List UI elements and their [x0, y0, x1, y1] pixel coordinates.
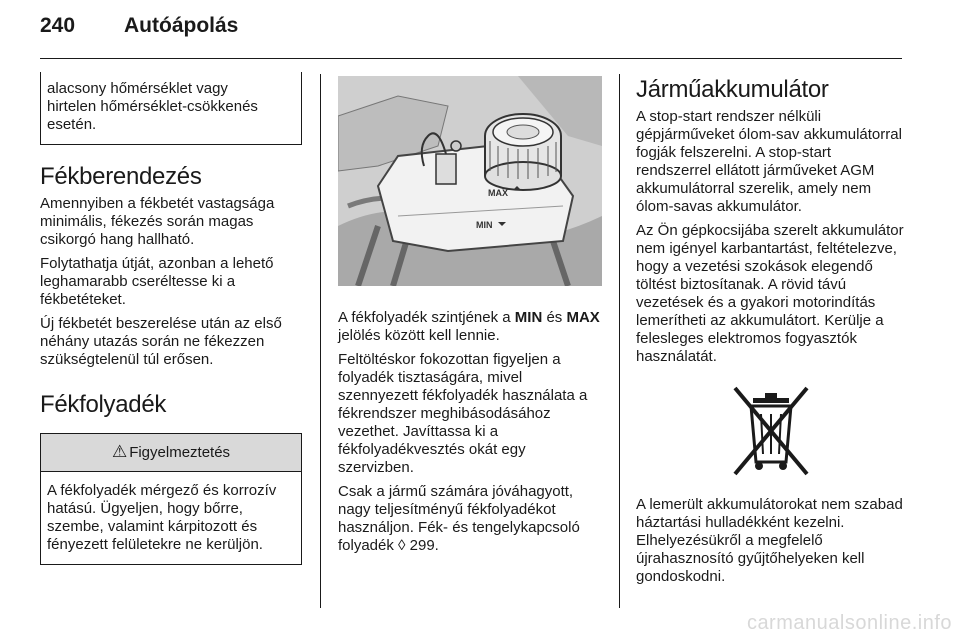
- warning-box: [40, 433, 302, 565]
- battery-heading: Járműakkumulátor: [636, 76, 829, 103]
- approved-fluid-paragraph: Csak a jármű számára jóváhagyott, nagy teljesítményű fékfolyadékot használjon. Fék- és tengelykapcsoló folyadék ◊ 299.: [338, 483, 580, 554]
- disposal-paragraph: A lemerült akkumulátorokat nem szabad háztartási hulladékként kezelni. Elhelyezésükről a megfelelő újrahasznosító gyűjtőhelyeken kell gondoskodni.: [636, 496, 903, 585]
- battery-paragraph: A stop-start rendszer nélküli gépjárműveket ólom-sav akkumulátorral fogják felszerelni. A stop-start rendszerrel ellátott járműveket AGM akkumulátorral szerelik, amely nem ólom-savas akkumulátor.: [636, 108, 902, 215]
- chapter-title: Autóápolás: [124, 14, 239, 37]
- max-mark-label: MAX: [488, 188, 508, 198]
- note-line: alacsony hőmérséklet vagy: [47, 80, 228, 97]
- warning-header: [41, 434, 301, 472]
- note-line: hirtelen hőmérséklet-csökkenés: [47, 98, 258, 115]
- brake-fluid-heading: Fékfolyadék: [40, 391, 167, 418]
- column-divider-1: [320, 74, 321, 608]
- battery-paragraph: Az Ön gépkocsijába szerelt akkumulátor nem igényel karbantartást, feltételezve, hogy a vezetési szokások elegendő töltést biztosítanak. A rövid távú vezetések és a gyakori motorindítás lemerítheti az akkumulátort. Kerülje a felesleges elektromos fogyasztók használatát.: [636, 222, 904, 365]
- brake-fluid-reservoir-illustration: [338, 76, 602, 286]
- crossed-out-wheelie-bin-icon: [721, 380, 821, 480]
- page-number: 240: [40, 14, 76, 37]
- column-right: [636, 72, 906, 592]
- warning-title: Figyelmeztetés: [129, 444, 231, 461]
- min-mark-label: MIN: [476, 220, 493, 230]
- brakes-paragraph: Amennyiben a fékbetét vastagsága minimális, fékezés során magas csikorgó hang hallható.: [40, 195, 275, 248]
- recycling-symbol-wrap: [636, 380, 906, 480]
- brakes-paragraph: Új fékbetét beszerelése után az első néhány utazás során ne fékezzen szükségtelenül túl erősen.: [40, 315, 282, 368]
- brakes-paragraph: Folytathatja útját, azonban a lehető leghamarabb cseréltesse ki a fékbetéteket.: [40, 255, 274, 308]
- brakes-heading: Fékberendezés: [40, 163, 202, 190]
- warning-triangle-icon: ⚠: [111, 442, 128, 461]
- column-divider-2: [619, 74, 620, 608]
- continued-note-box: [40, 72, 302, 145]
- header-rule: [40, 58, 902, 59]
- watermark-text: carmanualsonline.info: [746, 612, 952, 634]
- page-reference-icon: ◊: [398, 537, 406, 554]
- level-paragraph: A fékfolyadék szintjének a MIN és MAX jelölés között kell lennie.: [338, 309, 600, 344]
- column-middle: [338, 72, 602, 561]
- column-left: [40, 72, 302, 565]
- page-header: [40, 14, 238, 44]
- note-line: esetén.: [47, 116, 97, 133]
- warning-text: A fékfolyadék mérgező és korrozív hatású. Ügyeljen, hogy bőrre, szembe, valamint kárpitozott és fényezett felületekre ne kerüljön.: [47, 482, 277, 553]
- refill-paragraph: Feltöltéskor fokozottan figyeljen a folyadék tisztaságára, mivel szennyezett fékfolyadék használata a fékrendszer meghibásodásához vezethet. Javíttassa ki a fékfolyadékvesztés okát egy szervizben.: [338, 351, 588, 476]
